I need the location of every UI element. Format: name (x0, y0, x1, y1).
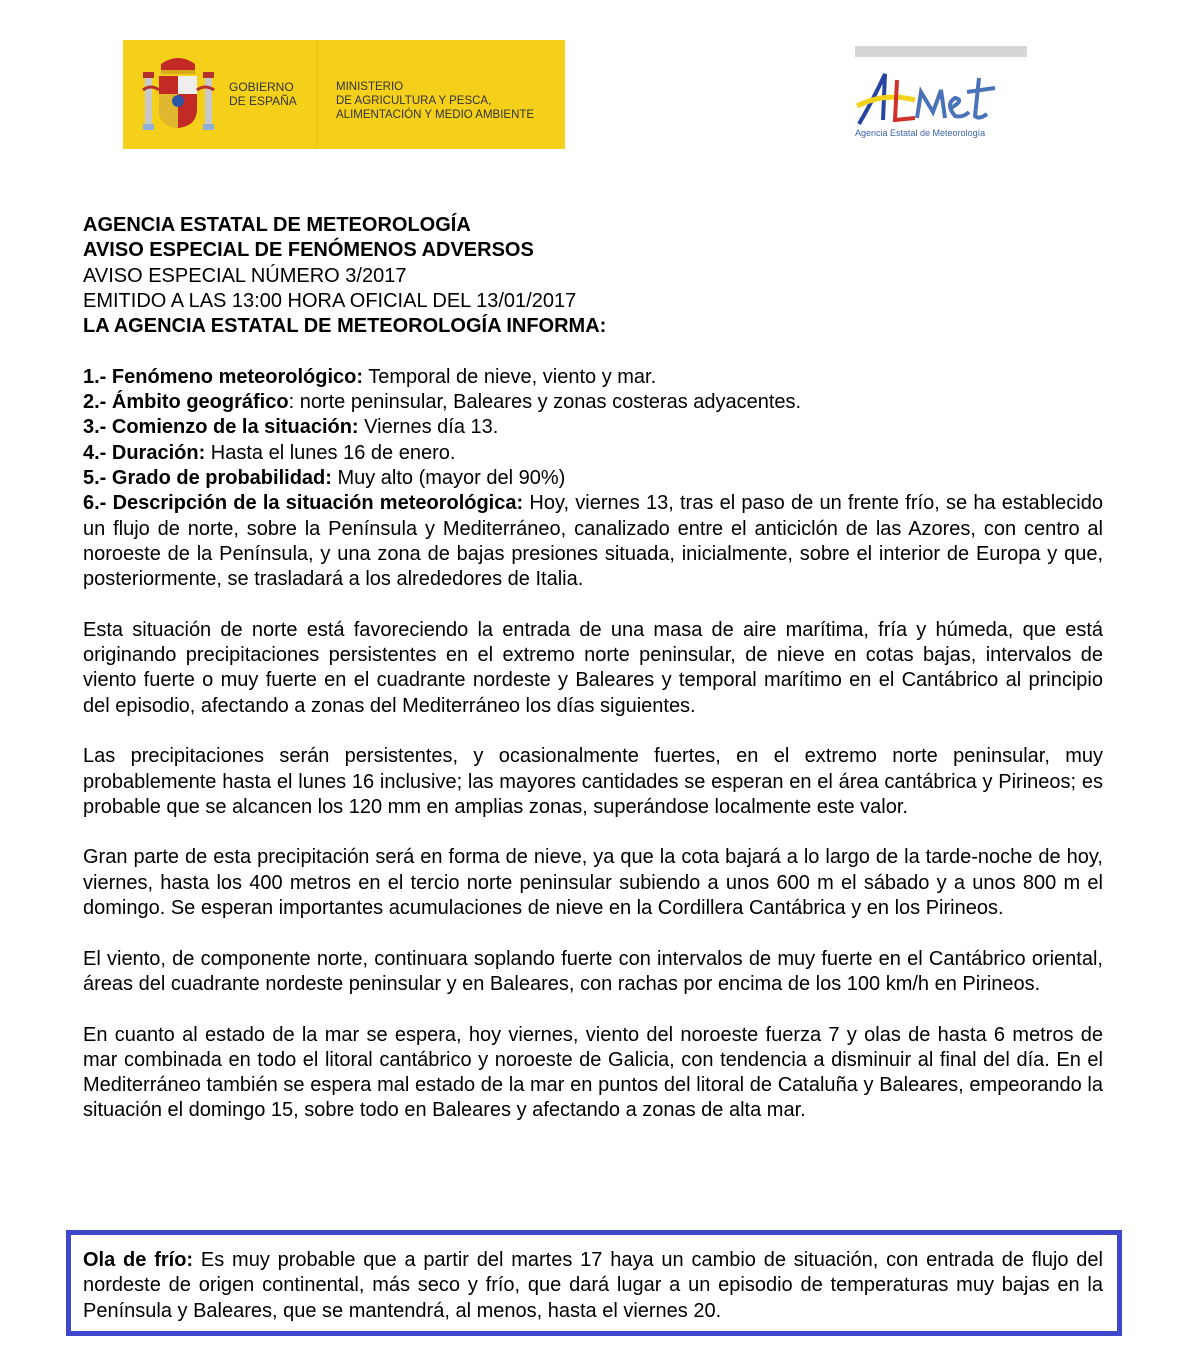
warning-title: AVISO ESPECIAL DE FENÓMENOS ADVERSOS (83, 239, 534, 262)
item-text: : norte peninsular, Baleares y zonas costeras adyacentes. (288, 391, 802, 414)
item-text: Muy alto (mayor del 90%) (331, 466, 566, 489)
gobierno-line2: DE ESPAÑA (229, 94, 297, 108)
item-label: 5.- Grado de probabilidad: (83, 466, 332, 489)
item-text: Hoy, viernes 13, tras el paso de un frente frío, se ha establecido un flujo de norte, sobre la Península y Mediterráneo, canalizado entre el anticiclón de las Azores, con centro al noroeste de la Península, y una zona de bajas presiones situada, inicialmente, sobre el interior de Europa y que, posteriormente, se trasladará a los alrededores de Italia. (83, 492, 1103, 591)
paragraph: Esta situación de norte está favoreciendo la entrada de una masa de aire marítima, fría y húmeda, que está originando precipitaciones persistentes en el extremo norte peninsular, de nieve en cotas bajas, intervalos de viento fuerte o muy fuerte en el cuadrante nordeste y Baleares y temporal marítimo en el Cantábrico al principio del episodio, afectando a zonas del Mediterráneo los días siguientes. (83, 618, 1103, 717)
item-text: Hasta el lunes 16 de enero. (205, 441, 456, 464)
issued-time: EMITIDO A LAS 13:00 HORA OFICIAL DEL 13/01/2017 (83, 289, 577, 312)
ministry-line2: DE AGRICULTURA Y PESCA, (336, 95, 492, 107)
gobierno-text (229, 80, 297, 108)
informs-heading: LA AGENCIA ESTATAL DE METEOROLOGÍA INFORMA: (83, 315, 607, 338)
ministry-line1: MINISTERIO (336, 81, 404, 93)
item-text: Temporal de nieve, viento y mar. (363, 365, 657, 388)
cold-wave-label: Ola de frío: (83, 1249, 194, 1271)
aemet-logo-bar (855, 46, 1027, 57)
aemet-wordmark-icon (855, 70, 1005, 128)
item-3 (83, 415, 1103, 440)
item-2 (83, 390, 1103, 415)
paragraph: El viento, de componente norte, continuara soplando fuerte con intervalos de muy fuerte en el Cantábrico oriental, áreas del cuadrante nordeste peninsular y en Baleares, con rachas por encima de los 100 km/h en Pirineos. (83, 947, 1103, 995)
ministry-text (336, 80, 534, 122)
item-label: 1.- Fenómeno meteorológico: (83, 365, 364, 388)
item-5 (83, 466, 1103, 491)
item-label: 4.- Duración: (83, 441, 206, 464)
gobierno-line1: GOBIERNO (229, 80, 294, 94)
item-1 (83, 365, 1103, 390)
coat-of-arms-icon (141, 54, 216, 134)
item-label: 3.- Comienzo de la situación: (83, 416, 359, 439)
paragraph: En cuanto al estado de la mar se espera, hoy viernes, viento del noroeste fuerza 7 y olas de hasta 6 metros de mar combinada en todo el litoral cantábrico y noroeste de Galicia, con tendencia a disminuir al final del día. En el Mediterráneo también se espera mal estado de la mar en puntos del litoral de Cataluña y Baleares, empeorando la situación el domingo 15, sobre todo en Baleares y afectando a zonas de alta mar. (83, 1023, 1103, 1122)
paragraph: Gran parte de esta precipitación será en forma de nieve, ya que la cota bajará a lo largo de la tarde-noche de hoy, viernes, hasta los 400 metros en el tercio norte peninsular subiendo a unos 600 m el sábado y a unos 800 m el domingo. Se esperan importantes acumulaciones de nieve en la Cordillera Cantábrica y en los Pirineos. (83, 846, 1103, 920)
warning-number: AVISO ESPECIAL NÚMERO 3/2017 (83, 264, 407, 287)
item-4 (83, 441, 1103, 466)
item-text: Viernes día 13. (358, 416, 499, 439)
bulletin-body (83, 213, 1103, 1124)
gobierno-logo (123, 40, 565, 149)
aemet-subtitle: Agencia Estatal de Meteorología (855, 128, 986, 138)
paragraph: Las precipitaciones serán persistentes, y ocasionalmente fuertes, en el extremo norte peninsular, muy probablemente hasta el lunes 16 inclusive; las mayores cantidades se esperan en el área cantábrica y Pirineos; es probable que se alcancen los 120 mm en amplias zonas, superándose localmente este valor. (83, 745, 1103, 818)
aemet-logo (855, 46, 1027, 146)
ministry-line3: ALIMENTACIÓN Y MEDIO AMBIENTE (336, 109, 535, 121)
logo-divider (316, 40, 318, 149)
cold-wave-highlight-box (66, 1230, 1122, 1336)
cold-wave-text: Es muy probable que a partir del martes 17 haya un cambio de situación, con entrada de flujo del nordeste de origen continental, más seco y frío, que dará lugar a un episodio de temperaturas muy bajas en la Península y Baleares, que se mantendrá, al menos, hasta el viernes 20. (83, 1249, 1104, 1322)
agency-title: AGENCIA ESTATAL DE METEOROLOGÍA (83, 214, 471, 236)
item-label: 6.- Descripción de la situación meteorológica: (83, 492, 524, 515)
item-label: 2.- Ámbito geográfico (83, 391, 289, 414)
cold-wave-paragraph (83, 1248, 1103, 1324)
item-6 (83, 491, 1103, 592)
